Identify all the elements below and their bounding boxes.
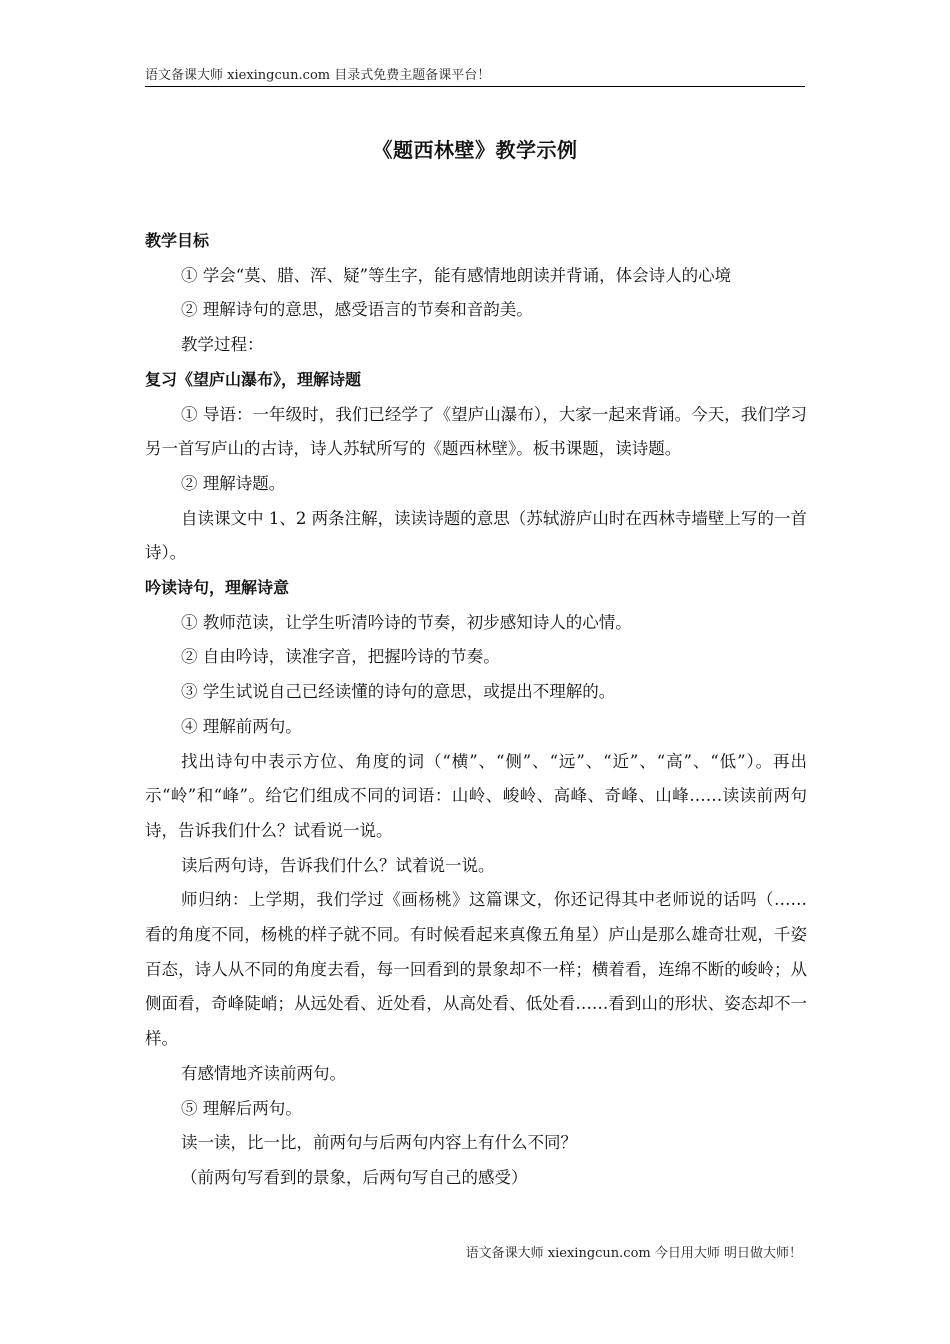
review-paragraph-1: ① 导语：一年级时，我们已经学了《望庐山瀑布），大家一起来背诵。今天，我们学习另一首写庐山的古诗，诗人苏轼所写的《题西林壁》。板书课题，读诗题。	[145, 404, 807, 459]
recite-paragraph-1: ① 教师范读，让学生听清吟诗的节奏，初步感知诗人的心情。	[181, 612, 632, 632]
process-label: 教学过程：	[181, 335, 264, 355]
recite-paragraph-5: 找出诗句中表示方位、角度的词（“横”、“侧”、“远”、“近”、“高”、“低”）。再出示“岭”和“峰”。给它们组成不同的词语：山岭、峻岭、高峰、奇峰、山峰……读读前两句诗，告诉我们什么？试看说一说。	[145, 751, 807, 840]
page-footer: 语文备课大师 xiexingcun.com 今日用大师 明日做大师！	[465, 1246, 802, 1261]
review-paragraph-3: 自读课文中 1、2 两条注解，读读诗题的意思（苏轼游庐山时在西林寺墙壁上写的一首诗）。	[145, 508, 807, 563]
goal-item-1: ① 学会“莫、腊、浑、疑”等生字，能有感情地朗读并背诵，体会诗人的心境	[181, 265, 732, 285]
recite-paragraph-2: ② 自由吟诗，读准字音，把握吟诗的节奏。	[181, 647, 500, 667]
recite-paragraph-9: ⑤ 理解后两句。	[181, 1098, 302, 1118]
recite-paragraph-7: 师归纳：上学期，我们学过《画杨桃》这篇课文，你还记得其中老师说的话吗（……看的角度不同，杨桃的样子就不同。有时候看起来真像五角星）庐山是那么雄奇壮观，千姿百态，诗人从不同的角度去看，每一回看到的景象却不一样；横着看，连绵不断的峻岭；从侧面看，奇峰陡峭；从远处看、近处看，从高处看、低处看……看到山的形状、姿态却不一样。	[145, 890, 807, 1049]
section-heading-recite: 吟读诗句，理解诗意	[145, 578, 290, 598]
recite-paragraph-4: ④ 理解前两句。	[181, 716, 302, 736]
recite-paragraph-8: 有感情地齐读前两句。	[181, 1063, 346, 1083]
recite-paragraph-3: ③ 学生试说自己已经读懂的诗句的意思，或提出不理解的。	[181, 682, 616, 702]
document-body	[145, 224, 807, 1196]
recite-paragraph-11: （前两句写看到的景象，后两句写自己的感受）	[181, 1167, 528, 1187]
section-heading-review: 复习《望庐山瀑布》，理解诗题	[145, 369, 362, 389]
review-paragraph-2: ② 理解诗题。	[181, 473, 286, 493]
section-heading-goals: 教学目标	[145, 231, 210, 250]
recite-paragraph-6: 读后两句诗，告诉我们什么？试着说一说。	[181, 855, 495, 875]
recite-paragraph-10: 读一读，比一比，前两句与后两句内容上有什么不同？	[181, 1133, 577, 1153]
document-title: 《题西林壁》教学示例	[372, 138, 578, 162]
goal-item-2: ② 理解诗句的意思，感受语言的节奏和音韵美。	[181, 300, 533, 320]
header-divider	[145, 86, 805, 87]
page-header: 语文备课大师 xiexingcun.com 目录式免费主题备课平台！	[145, 68, 491, 83]
